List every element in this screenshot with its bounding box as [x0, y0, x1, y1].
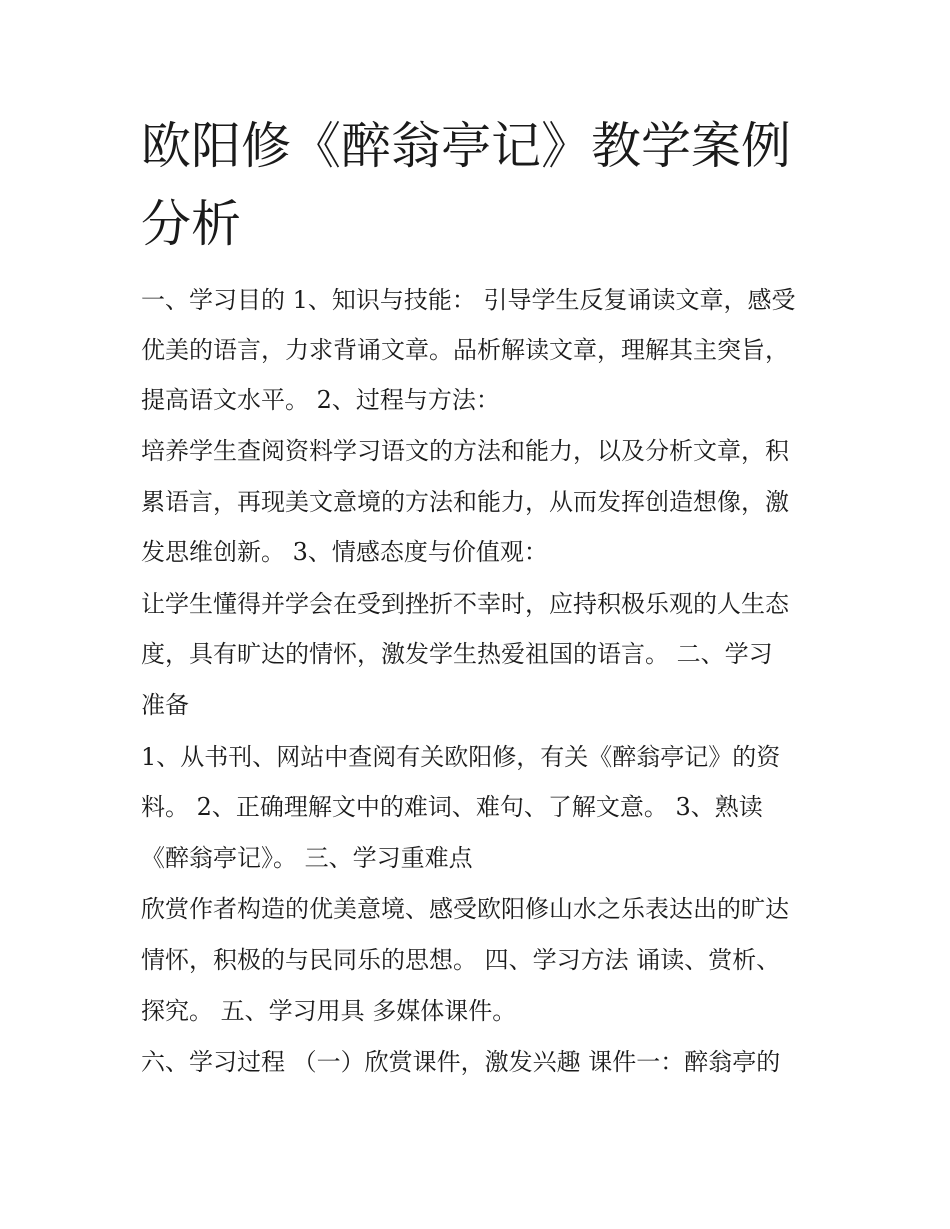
body-line-3: 提高语文水平。 2、过程与方法： [141, 386, 500, 414]
body-line-16: 六、学习过程 （一）欣赏课件，激发兴趣 课件一：醉翁亭的 [141, 1048, 781, 1076]
body-line-4: 培养学生查阅资料学习语文的方法和能力，以及分析文章，积 [141, 437, 789, 465]
body-line-8: 度，具有旷达的情怀，激发学生热爱祖国的语言。 二、学习 [141, 640, 773, 668]
body-line-1: 一、学习目的 1、知识与技能： 引导学生反复诵读文章，感受 [141, 286, 796, 314]
body-line-10: 1、从书刊、网站中查阅有关欧阳修，有关《醉翁亭记》的资 [141, 743, 781, 771]
body-line-6: 发思维创新。 3、情感态度与价值观： [141, 538, 548, 566]
body-line-14: 情怀，积极的与民同乐的思想。 四、学习方法 诵读、赏析、 [141, 946, 781, 974]
body-line-15: 探究。 五、学习用具 多媒体课件。 [141, 997, 517, 1025]
body-line-12: 《醉翁亭记》。 三、学习重难点 [141, 844, 473, 872]
document-title-line-2: 分析 [141, 195, 241, 253]
body-line-9: 准备 [141, 691, 189, 719]
body-line-7: 让学生懂得并学会在受到挫折不幸时，应持积极乐观的人生态 [141, 590, 789, 618]
document-title-line-1: 欧阳修《醉翁亭记》教学案例 [141, 117, 791, 175]
body-line-13: 欣赏作者构造的优美意境、感受欧阳修山水之乐表达出的旷达 [141, 895, 789, 923]
body-line-5: 累语言，再现美文意境的方法和能力，从而发挥创造想像，激 [141, 488, 789, 516]
body-line-11: 料。 2、正确理解文中的难词、难句、了解文意。 3、熟读 [141, 793, 763, 821]
body-line-2: 优美的语言，力求背诵文章。品析解读文章，理解其主突旨， [141, 336, 789, 364]
